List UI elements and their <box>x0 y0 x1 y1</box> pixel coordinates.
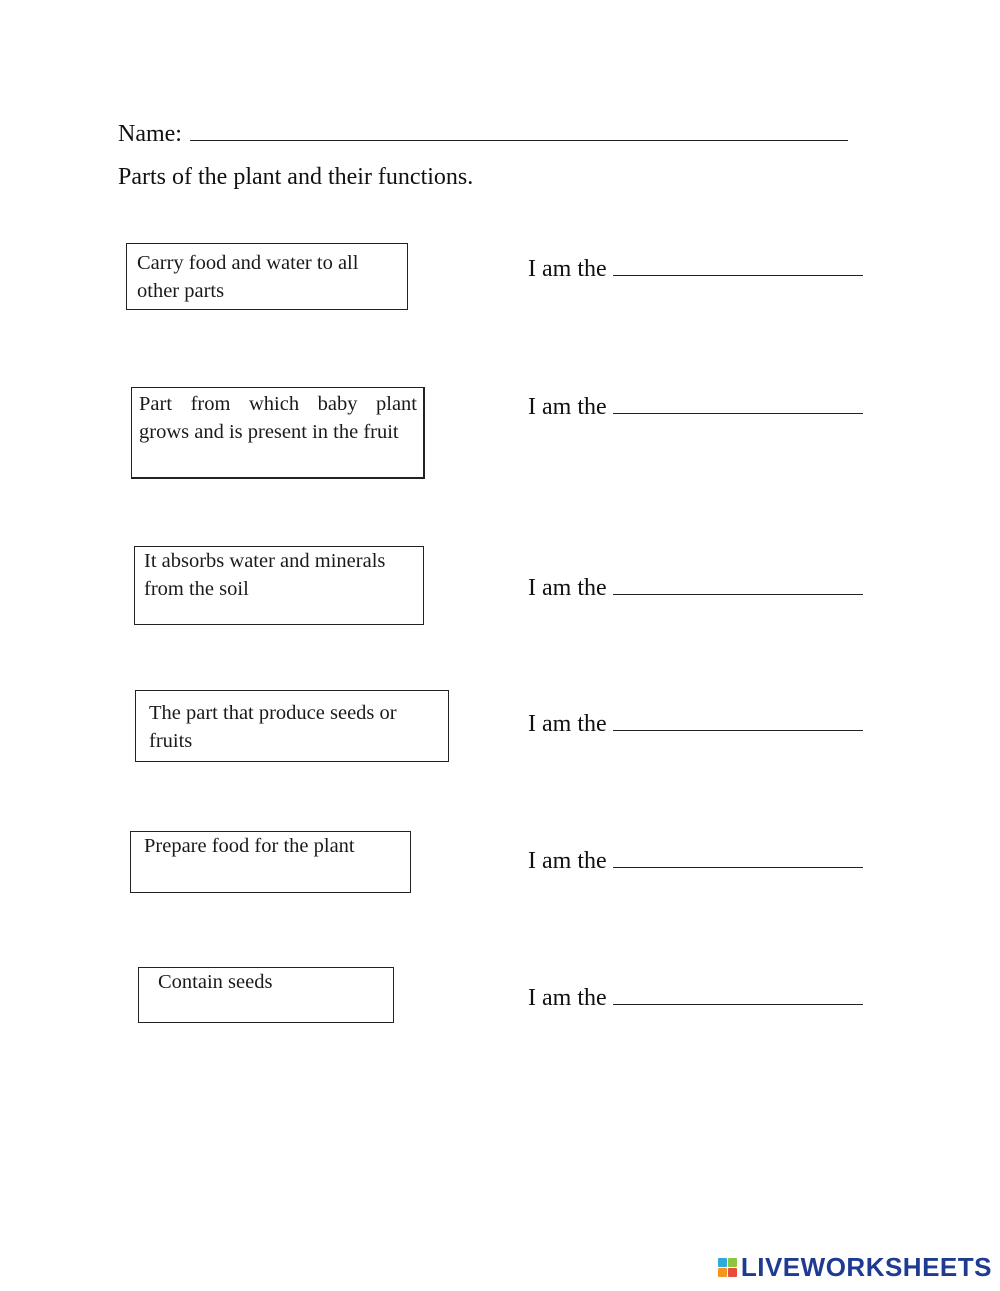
clue-text: It absorbs water and minerals from the soil <box>144 550 386 600</box>
answer-row-2 <box>528 391 863 421</box>
answer-row-3 <box>528 572 863 602</box>
answer-input-4[interactable] <box>613 708 863 731</box>
logo-square <box>718 1258 727 1267</box>
answer-prefix: I am the <box>528 256 607 282</box>
answer-prefix: I am the <box>528 985 607 1011</box>
name-label: Name: <box>118 121 182 147</box>
clue-text: Contain seeds <box>158 971 273 993</box>
clue-text: Prepare food for the plant <box>144 835 355 857</box>
logo-square <box>728 1258 737 1267</box>
answer-input-6[interactable] <box>613 982 863 1005</box>
answer-row-1 <box>528 253 863 283</box>
name-input[interactable] <box>190 118 848 141</box>
answer-prefix: I am the <box>528 848 607 874</box>
answer-prefix: I am the <box>528 394 607 420</box>
liveworksheets-logo-icon <box>718 1258 737 1277</box>
answer-input-5[interactable] <box>613 845 863 868</box>
logo-square <box>728 1268 737 1277</box>
worksheet-title: Parts of the plant and their functions. <box>118 164 474 190</box>
clue-box-1 <box>126 243 408 310</box>
answer-input-2[interactable] <box>613 391 863 414</box>
answer-prefix: I am the <box>528 575 607 601</box>
liveworksheets-brand <box>718 1252 992 1283</box>
clue-box-6 <box>138 967 394 1023</box>
logo-square <box>718 1268 727 1277</box>
brand-name: LIVEWORKSHEETS <box>740 1252 992 1282</box>
answer-input-1[interactable] <box>613 253 863 276</box>
name-row <box>118 118 848 148</box>
answer-row-6 <box>528 982 863 1012</box>
clue-box-3 <box>134 546 424 625</box>
answer-prefix: I am the <box>528 711 607 737</box>
clue-text: Part from which baby plant grows and is present in the fruit <box>139 393 417 443</box>
clue-box-2 <box>131 387 425 479</box>
answer-input-3[interactable] <box>613 572 863 595</box>
clue-text: Carry food and water to all other parts <box>137 252 359 302</box>
answer-row-4 <box>528 708 863 738</box>
clue-box-5 <box>130 831 411 893</box>
clue-box-4 <box>135 690 449 762</box>
answer-row-5 <box>528 845 863 875</box>
clue-text: The part that produce seeds or fruits <box>149 702 397 752</box>
